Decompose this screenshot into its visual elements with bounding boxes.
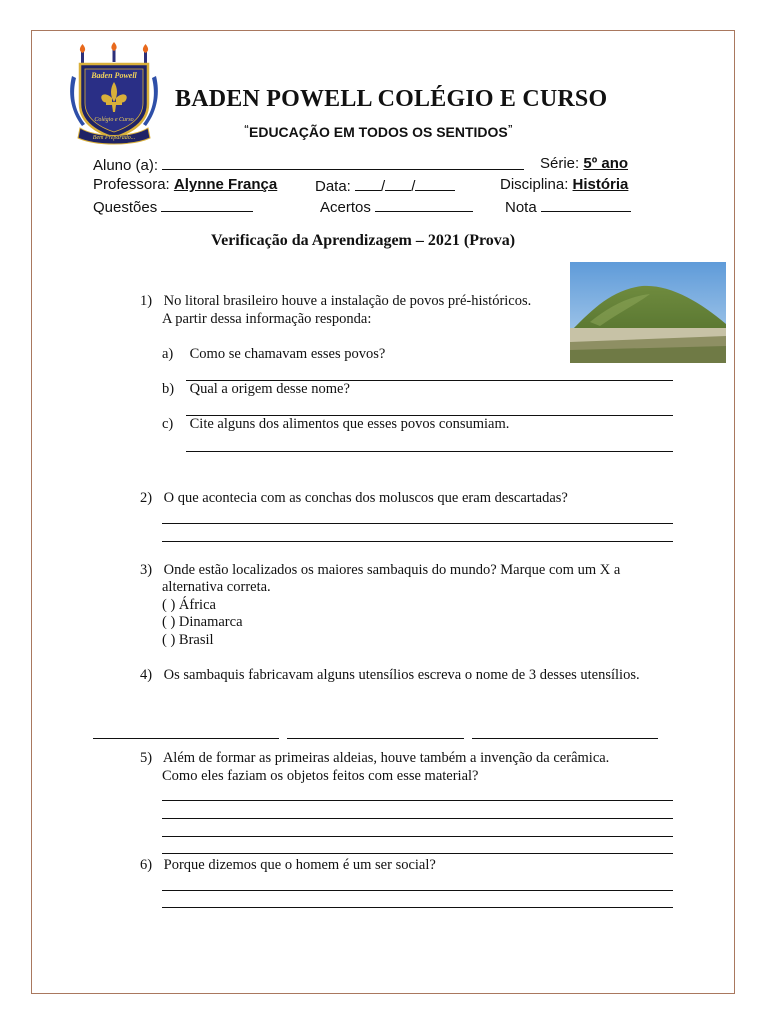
option-brasil[interactable]: ( ) Brasil: [162, 632, 214, 648]
torch-icons: [80, 42, 148, 66]
question-1a: [162, 346, 385, 363]
acertos-input[interactable]: [375, 197, 473, 212]
answer-line[interactable]: [162, 800, 673, 801]
motto-text: EDUCAÇÃO EM TODOS OS SENTIDOS: [249, 124, 508, 140]
logo-ribbon-text: Bem Preparado...: [92, 135, 136, 141]
question-text: Os sambaquis fabricavam alguns utensílios escreva o nome de 3 desses utensílios.: [163, 667, 640, 683]
answer-line[interactable]: [472, 738, 658, 739]
answer-line[interactable]: [162, 541, 673, 542]
data-month-input[interactable]: [385, 176, 411, 191]
answer-line[interactable]: [162, 907, 673, 908]
question-3-line-2: alternativa correta.: [162, 579, 271, 595]
question-1: [140, 293, 531, 310]
sub-letter: c): [162, 416, 174, 432]
questoes-label: Questões: [93, 199, 158, 216]
question-1c: [162, 416, 509, 433]
question-number: 3): [140, 562, 153, 578]
exam-title: Verificação da Aprendizagem – 2021 (Prova): [211, 232, 516, 249]
question-5: [140, 750, 609, 767]
question-3: [140, 562, 620, 579]
answer-line[interactable]: [93, 738, 279, 739]
question-text: Onde estão localizados os maiores sambaquis do mundo? Marque com um X a: [163, 562, 621, 578]
aluno-input[interactable]: [162, 155, 524, 170]
question-text: No litoral brasileiro houve a instalação de povos pré-históricos.: [163, 293, 532, 309]
question-number: 5): [140, 750, 153, 766]
nota-label: Nota: [505, 199, 537, 216]
acertos-field: [320, 197, 473, 216]
school-name: BADEN POWELL COLÉGIO E CURSO: [175, 86, 608, 112]
sambaqui-photo: [570, 262, 726, 363]
sub-text: Qual a origem desse nome?: [189, 381, 350, 397]
option-africa[interactable]: ( ) África: [162, 597, 216, 613]
data-label: Data:: [315, 178, 351, 195]
question-5-line-2: Como eles faziam os objetos feitos com esse material?: [162, 768, 479, 784]
questoes-field: [93, 197, 253, 216]
professora-field: [93, 176, 277, 193]
school-crest-logo: [66, 42, 162, 146]
data-day-input[interactable]: [355, 176, 381, 191]
date-slash: /: [381, 178, 386, 195]
question-number: 4): [140, 667, 153, 683]
answer-line[interactable]: [162, 853, 673, 854]
answer-line[interactable]: [162, 890, 673, 891]
sub-letter: b): [162, 381, 175, 397]
disciplina-value: História: [572, 176, 629, 193]
data-field: [315, 176, 455, 195]
question-number: 2): [140, 490, 153, 506]
questoes-input[interactable]: [161, 197, 253, 212]
question-1-line-2: A partir dessa informação responda:: [162, 311, 372, 327]
question-6: [140, 857, 436, 874]
disciplina-label: Disciplina:: [500, 176, 569, 193]
answer-line[interactable]: [186, 451, 673, 452]
question-text: Além de formar as primeiras aldeias, houve também a invenção da cerâmica.: [162, 750, 610, 766]
answer-line[interactable]: [162, 818, 673, 819]
answer-line[interactable]: [162, 836, 673, 837]
professora-value: Alynne França: [173, 176, 278, 193]
question-number: 1): [140, 293, 153, 309]
aluno-label: Aluno (a):: [93, 157, 159, 174]
acertos-label: Acertos: [320, 199, 371, 216]
sub-letter: a): [162, 346, 174, 362]
option-dinamarca[interactable]: ( ) Dinamarca: [162, 614, 243, 630]
nota-field: [505, 197, 631, 216]
date-slash: /: [411, 178, 416, 195]
nota-input[interactable]: [541, 197, 631, 212]
disciplina-field: [500, 176, 628, 193]
page-border: [31, 30, 735, 994]
sub-text: Como se chamavam esses povos?: [189, 346, 386, 362]
question-4: [140, 667, 640, 684]
question-text: Porque dizemos que o homem é um ser social?: [163, 857, 436, 873]
serie-field: [540, 155, 628, 172]
question-text: O que acontecia com as conchas dos moluscos que eram descartadas?: [163, 490, 568, 506]
logo-top-text: Baden Powell: [91, 71, 137, 80]
professora-label: Professora:: [93, 176, 170, 193]
data-year-input[interactable]: [415, 176, 455, 191]
answer-line[interactable]: [162, 523, 673, 524]
logo-middle-text: Colégio e Curso: [94, 117, 134, 123]
question-number: 6): [140, 857, 153, 873]
aluno-field: [93, 155, 524, 174]
motto: “EDUCAÇÃO EM TODOS OS SENTIDOS”: [244, 124, 513, 140]
sub-text: Cite alguns dos alimentos que esses povos consumiam.: [189, 416, 510, 432]
serie-value: 5º ano: [583, 155, 629, 172]
question-2: [140, 490, 568, 507]
serie-label: Série:: [540, 155, 580, 172]
question-1b: [162, 381, 350, 398]
answer-line[interactable]: [287, 738, 464, 739]
